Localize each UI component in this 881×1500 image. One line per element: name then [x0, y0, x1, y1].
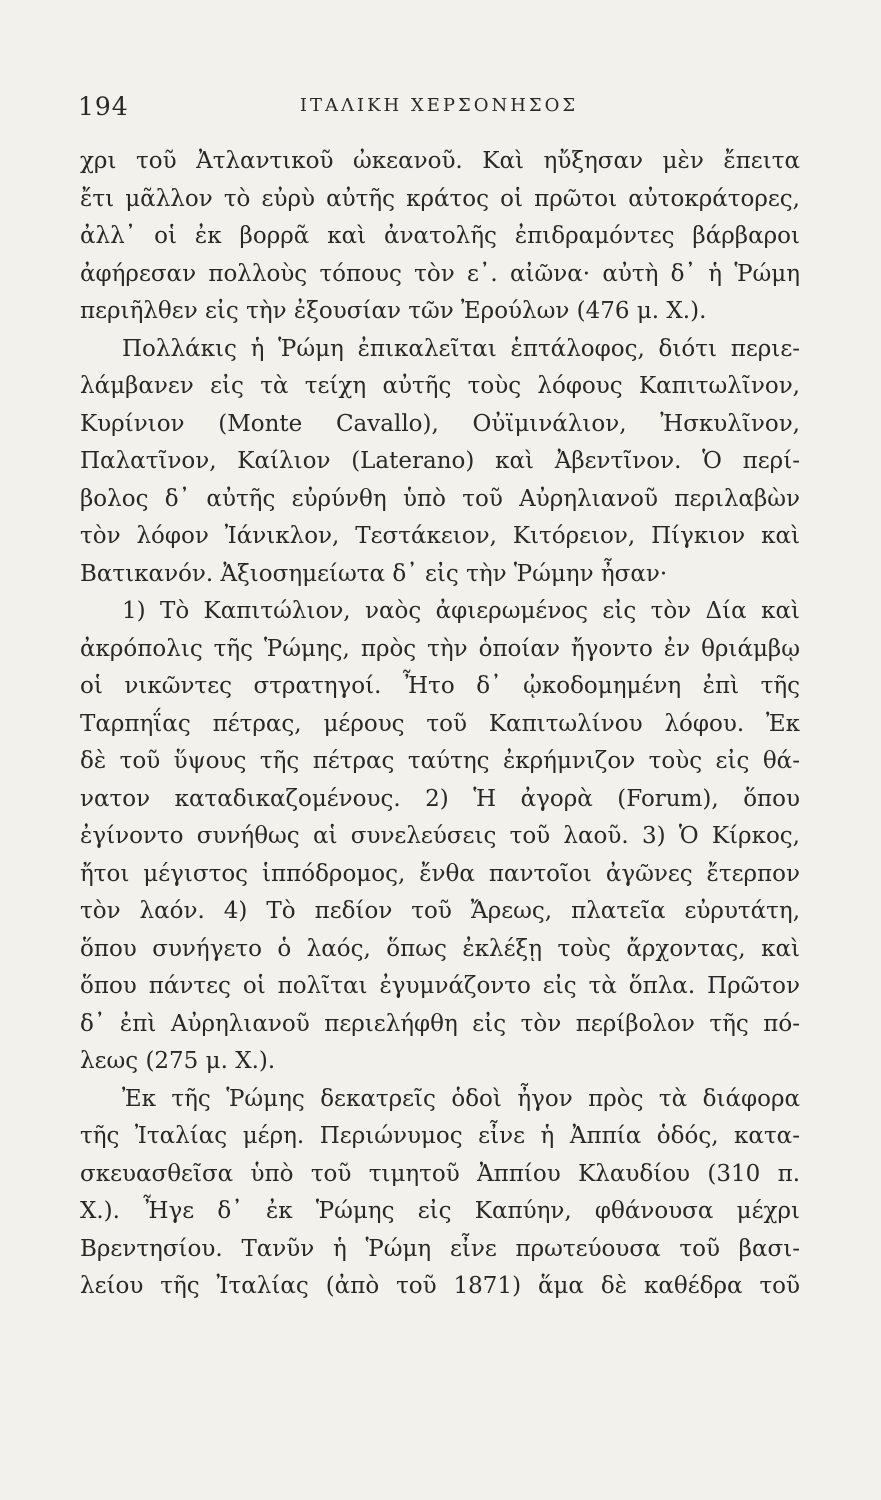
text-line: ἔτι μᾶλλον τὸ εὐρὺ αὐτῆς κράτος οἱ πρῶτοι αὐτοκράτορες, [80, 185, 800, 212]
body-text [80, 143, 800, 1306]
text-line: λάμβανεν εἰς τὰ τείχη αὐτῆς τοὺς λόφους Καπιτωλῖνον, [80, 373, 800, 399]
text-line: Ἐκ τῆς Ῥώμης δεκατρεῖς ὁδοὶ ἦγον πρὸς τὰ διάφορα [122, 1085, 800, 1112]
text-line: λείου τῆς Ἰταλίας (ἀπὸ τοῦ 1871) ἅμα δὲ καθέδρα τοῦ [80, 1273, 800, 1299]
text-line: τὸν λόφον Ἰάνικλον, Τεστάκειον, Κιτόρειον, Πίγκιον καὶ [80, 523, 800, 549]
text-line: σκευασθεῖσα ὑπὸ τοῦ τιμητοῦ Ἀππίου Κλαυδίου (310 π. [80, 1160, 800, 1187]
page-number: 194 [78, 92, 129, 121]
text-line: λεως (275 μ. Χ.). [80, 1048, 276, 1074]
text-line: δὲ τοῦ ὕψους τῆς πέτρας ταύτης ἐκρήμνιζον τοὺς εἰς θά- [80, 748, 800, 774]
text-line: Κυρίνιον (Monte Cavallo), Οὐϊμινάλιον, Ἠσκυλῖνον, [80, 410, 800, 437]
text-line: Παλατῖνον, Καίλιον (Laterano) καὶ Ἀβεντῖνον. Ὁ περί- [80, 448, 800, 474]
text-line: Ταρπηΐας πέτρας, μέρους τοῦ Καπιτωλίνου λόφου. Ἐκ [80, 710, 800, 737]
text-line: ἀφήρεσαν πολλοὺς τόπους τὸν ε᾽. αἰῶνα· αὐτὴ δ᾽ ἡ Ῥώμη [80, 260, 800, 287]
text-line: Πολλάκις ἡ Ῥώμη ἐπικαλεῖται ἑπτάλοφος, διότι περιε- [122, 335, 800, 362]
text-line: Βρεντησίου. Τανῦν ἡ Ῥώμη εἶνε πρωτεύουσα τοῦ βασι- [80, 1235, 800, 1262]
page-header [78, 92, 800, 128]
text-line: ἐγίνοντο συνήθως αἱ συνελεύσεις τοῦ λαοῦ. 3) Ὁ Κίρκος, [80, 823, 800, 849]
text-line: ἤτοι μέγιστος ἱππόδρομος, ἔνθα παντοῖοι ἀγῶνες ἔτερπον [80, 860, 800, 887]
text-line: δ᾽ ἐπὶ Αὐρηλιανοῦ περιελήφθη εἰς τὸν περίβολον τῆς πό- [80, 1010, 800, 1037]
text-line: οἱ νικῶντες στρατηγοί. Ἦτο δ᾽ ᾠκοδομημένη ἐπὶ τῆς [80, 673, 800, 699]
text-line: τὸν λαόν. 4) Τὸ πεδίον τοῦ Ἄρεως, πλατεῖα εὐρυτάτη, [80, 898, 800, 924]
text-line: περιῆλθεν εἰς τὴν ἐξουσίαν τῶν Ἐρούλων (476 μ. Χ.). [80, 298, 707, 324]
text-line: ὅπου συνήγετο ὁ λαός, ὅπως ἐκλέξῃ τοὺς ἄρχοντας, καὶ [80, 935, 800, 962]
text-line: βολος δ᾽ αὐτῆς εὐρύνθη ὑπὸ τοῦ Αὐρηλιανοῦ περιλαβὼν [80, 485, 800, 512]
text-line: Χ.). Ἦγε δ᾽ ἐκ Ῥώμης εἰς Καπύην, φθάνουσα μέχρι [80, 1198, 800, 1224]
text-line: χρι τοῦ Ἀτλαντικοῦ ὠκεανοῦ. Καὶ ηὔξησαν μὲν ἔπειτα [80, 148, 800, 174]
running-title: ΙΤΑΛΙΚΗ ΧΕΡΣΟΝΗΣΟΣ [299, 95, 579, 116]
text-line: Βατικανόν. Ἀξιοσημείωτα δ᾽ εἰς τὴν Ῥώμην ἦσαν· [80, 560, 668, 587]
text-line: 1) Τὸ Καπιτώλιον, ναὸς ἀφιερωμένος εἰς τὸν Δία καὶ [122, 598, 800, 624]
text-line: ὅπου πάντες οἱ πολῖται ἐγυμνάζοντο εἰς τὰ ὅπλα. Πρῶτον [80, 973, 800, 999]
text-line: τῆς Ἰταλίας μέρη. Περιώνυμος εἶνε ἡ Ἀππία ὁδός, κατα- [80, 1123, 800, 1149]
text-line: ἀκρόπολις τῆς Ῥώμης, πρὸς τὴν ὁποίαν ἤγοντο ἐν θριάμβῳ [80, 635, 800, 662]
text-line: ἀλλ᾽ οἱ ἐκ βορρᾶ καὶ ἀνατολῆς ἐπιδραμόντες βάρβαροι [80, 223, 800, 249]
text-line: νατον καταδικαζομένους. 2) Ἡ ἀγορὰ (Forum), ὅπου [80, 785, 800, 812]
